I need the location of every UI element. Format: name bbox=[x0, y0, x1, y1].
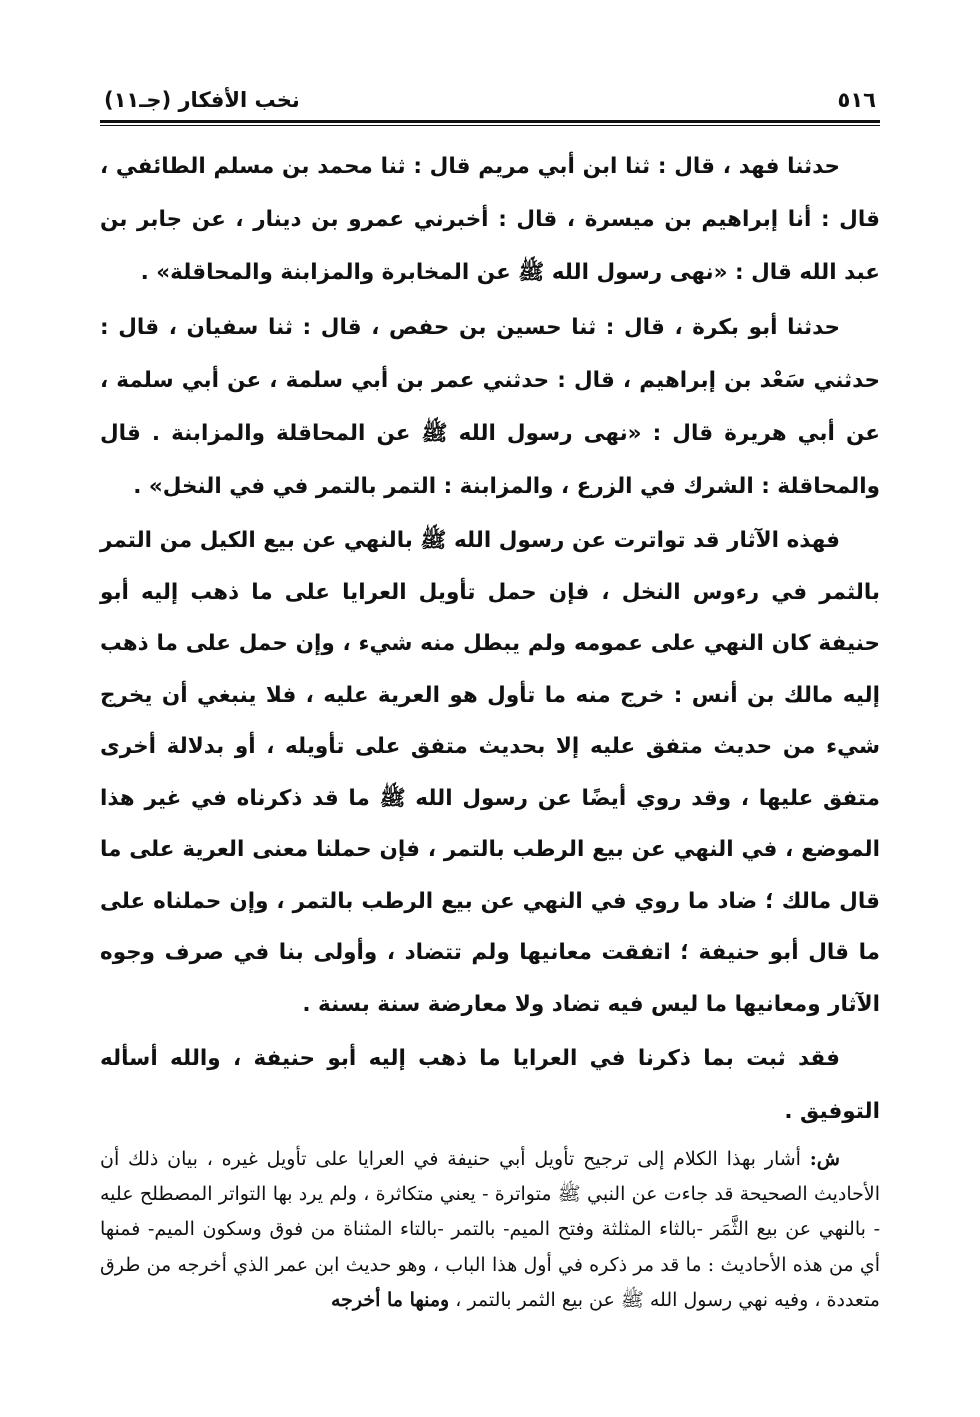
hadith-paragraph-2: حدثنا أبو بكرة ، قال : ثنا حسين بن حفص ، قال : ثنا سفيان ، قال : حدثني سَعْد بن إبراهيم ، قال : حدثني عمر بن أبي سلمة ، عن أبي سلمة ، عن أبي هريرة قال : «نهى رسول الله ﷺ عن المحاقلة والمزابنة . قال والمحاقلة : الشرك في الزرع ، والمزابنة : التمر بالتمر في في النخل» . bbox=[100, 315, 880, 499]
commentary-paragraph bbox=[100, 1142, 880, 1318]
conclusion-paragraph: فقد ثبت بما ذكرنا في العرايا ما ذهب إليه أبو حنيفة ، والله أسأله التوفيق . bbox=[100, 1046, 880, 1124]
page-body bbox=[100, 140, 880, 1318]
header-rule-thick bbox=[100, 120, 880, 123]
book-title: نخب الأفكار (جـ١١) bbox=[104, 88, 300, 112]
commentary-marker: ش: bbox=[809, 1148, 840, 1170]
commentary-text: أشار بهذا الكلام إلى ترجيح تأويل أبي حنيفة في العرايا على تأويل غيره ، بيان ذلك أن الأحاديث الصحيحة قد جاءت عن النبي ﷺ متواترة - يعني متكاثرة ، ولم يرد بها التواتر المصطلح عليه - بالنهي عن بيع الثَّمَر -بالثاء المثلثة وفتح الميم- بالتمر -بالتاء المثناة من فوق وسكون الميم- فمنها أي من هذه الأحاديث : ما قد مر ذكره في أول هذا الباب ، وهو حديث ابن عمر الذي أخرجه من طرق متعددة ، وفيه نهي رسول الله ﷺ عن بيع الثمر بالتمر ، bbox=[100, 1148, 880, 1311]
header-rule-thin bbox=[100, 125, 880, 126]
commentary-bold-tail: ومنها ما أخرجه bbox=[330, 1288, 450, 1311]
running-header bbox=[100, 78, 880, 112]
tahawi-paragraph: فهذه الآثار قد تواترت عن رسول الله ﷺ بالنهي عن بيع الكيل من التمر بالثمر في رءوس النخل ، فإن حمل تأويل العرايا على ما ذهب إليه أبو حنيفة كان النهي على عمومه ولم يبطل منه شيء ، وإن حمل على ما ذهب إليه مالك بن أنس : خرج منه ما تأول هو العرية عليه ، فلا ينبغي أن يخرج شيء من حديث متفق عليه إلا بحديث متفق على تأويله ، أو بدلالة أخرى متفق عليها ، وقد روي أيضًا عن رسول الله ﷺ ما قد ذكرناه في غير هذا الموضع ، في النهي عن بيع الرطب بالتمر ، فإن حملنا معنى العرية على ما قال مالك ؛ ضاد ما روي في النهي عن بيع الرطب بالتمر ، وإن حملناه على ما قال أبو حنيفة ؛ اتفقت معانيها ولم تتضاد ، وأولى بنا في صرف وجوه الآثار ومعانيها ما ليس فيه تضاد ولا معارضة سنة بسنة . bbox=[100, 528, 880, 1017]
hadith-paragraph-1: حدثنا فهد ، قال : ثنا ابن أبي مريم قال : ثنا محمد بن مسلم الطائفي ، قال : أنا إبراهيم بن ميسرة ، قال : أخبرني عمرو بن دينار ، عن جابر بن عبد الله قال : «نهى رسول الله ﷺ عن المخابرة والمزابنة والمحاقلة» . bbox=[100, 154, 880, 285]
book-page bbox=[100, 78, 880, 1318]
page-number: ٥١٦ bbox=[837, 88, 876, 112]
